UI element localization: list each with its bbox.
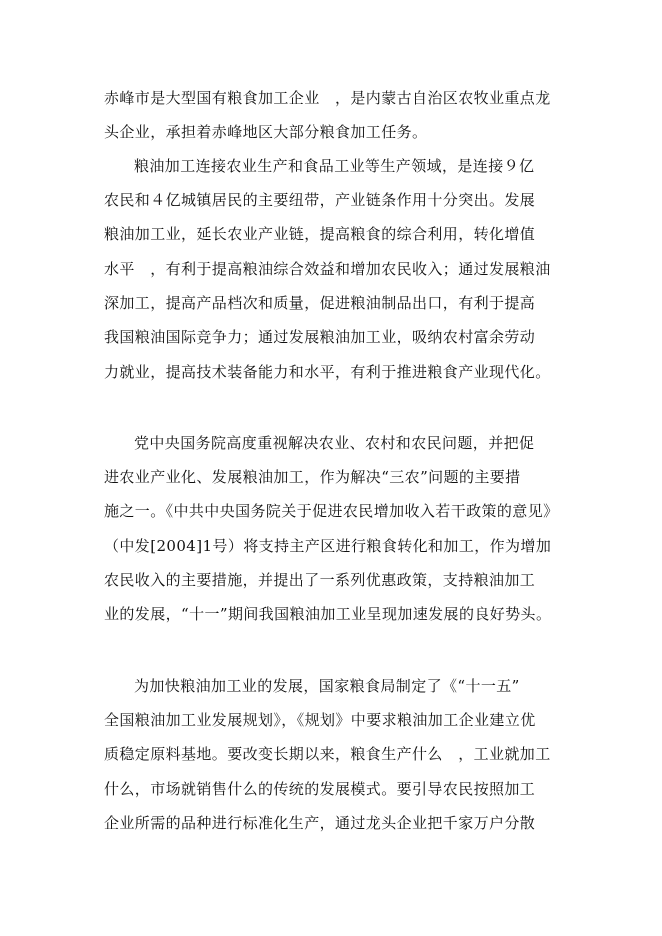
text-line: 企业所需的品种进行标准化生产，通过龙头企业把千家万户分散 [104,814,536,832]
text-line: 粮油加工业，延长农业产业链，提高粮食的综合利用，转化增值 [104,225,536,243]
text-line: 施之一。《中共中央国务院关于促进农民增加收入若干政策的意见》 [104,502,559,520]
text-line: 赤峰市是大型国有粮食加工企业 ，是内蒙古自治区农牧业重点龙 [104,89,551,107]
text-line: 党中央国务院高度重视解决农业、农村和农民问题，并把促 [134,434,535,452]
text-line: 质稳定原料基地。要改变长期以来，粮食生产什么 ，工业就加工 [104,745,551,763]
text-line: （中发[2004]1号）将支持主产区进行粮食转化和加工，作为增加 [104,537,552,555]
text-line: 为加快粮油加工业的发展，国家粮食局制定了《“十一五” [134,677,520,695]
text-line: 进农业产业化、发展粮油加工，作为解决“三农”问题的主要措 [104,468,521,486]
text-line: 什么，市场就销售什么的传统的发展模式。要引导农民按照加工 [104,780,536,798]
text-line: 我国粮油国际竞争力；通过发展粮油加工业，吸纳农村富余劳动 [104,328,536,346]
text-line: 全国粮油加工业发展规划》，《规划》中要求粮油加工企业建立优 [104,711,536,729]
text-line: 农民收入的主要措施，并提出了一系列优惠政策，支持粮油加工 [104,571,536,589]
text-line: 业的发展，“十一”期间我国粮油加工业呈现加速发展的良好势头。 [104,605,552,623]
text-line: 水平 ，有利于提高粮油综合效益和增加农民收入；通过发展粮油 [104,260,551,278]
text-line: 力就业，提高技术装备能力和水平，有利于推进粮食产业现代化。 [104,363,551,381]
text-line: 深加工，提高产品档次和质量，促进粮油制品出口，有利于提高 [104,294,536,312]
text-line: 头企业，承担着赤峰地区大部分粮食加工任务。 [104,123,428,141]
text-line: 粮油加工连接农业生产和食品工业等生产领域，是连接９亿 [134,157,535,175]
text-line: 农民和４亿城镇居民的主要纽带，产业链条作用十分突出。发展 [104,191,536,209]
